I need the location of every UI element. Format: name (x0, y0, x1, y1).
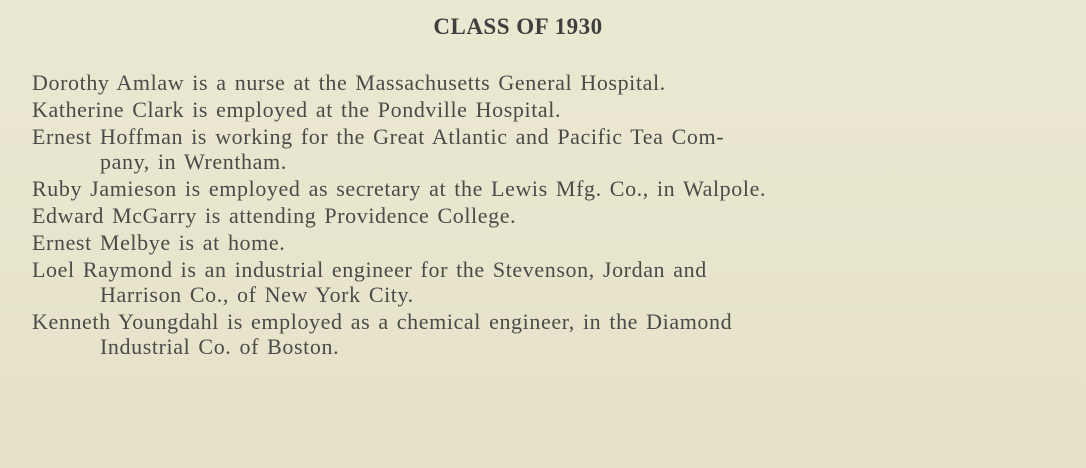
entry-text: Ernest Hoffman is working for the Great Atlantic and Pacific Tea Com- (32, 124, 725, 149)
entry-text: Edward McGarry is attending Providence College. (32, 203, 517, 228)
list-item (32, 257, 1042, 307)
list-item (32, 70, 1042, 95)
entry-text: Ernest Melbye is at home. (32, 230, 286, 255)
entry-text: Ruby Jamieson is employed as secretary at the Lewis Mfg. Co., in Walpole. (32, 176, 767, 201)
entry-text: Loel Raymond is an industrial engineer for the Stevenson, Jordan and (32, 257, 707, 282)
entry-text: Katherine Clark is employed at the Pondville Hospital. (32, 97, 562, 122)
alumni-entries-list (32, 70, 1042, 361)
list-item (32, 124, 1042, 174)
list-item (32, 230, 1042, 255)
list-item (32, 309, 1042, 359)
entry-continuation: Industrial Co. of Boston. (100, 334, 340, 359)
entry-text: Kenneth Youngdahl is employed as a chemical engineer, in the Diamond (32, 309, 733, 334)
section-heading: CLASS OF 1930 (433, 14, 603, 39)
entry-text: Dorothy Amlaw is a nurse at the Massachusetts General Hospital. (32, 70, 666, 95)
entry-continuation: pany, in Wrentham. (100, 149, 287, 174)
list-item (32, 97, 1042, 122)
list-item (32, 203, 1042, 228)
entry-continuation: Harrison Co., of New York City. (100, 282, 414, 307)
list-item (32, 176, 1042, 201)
